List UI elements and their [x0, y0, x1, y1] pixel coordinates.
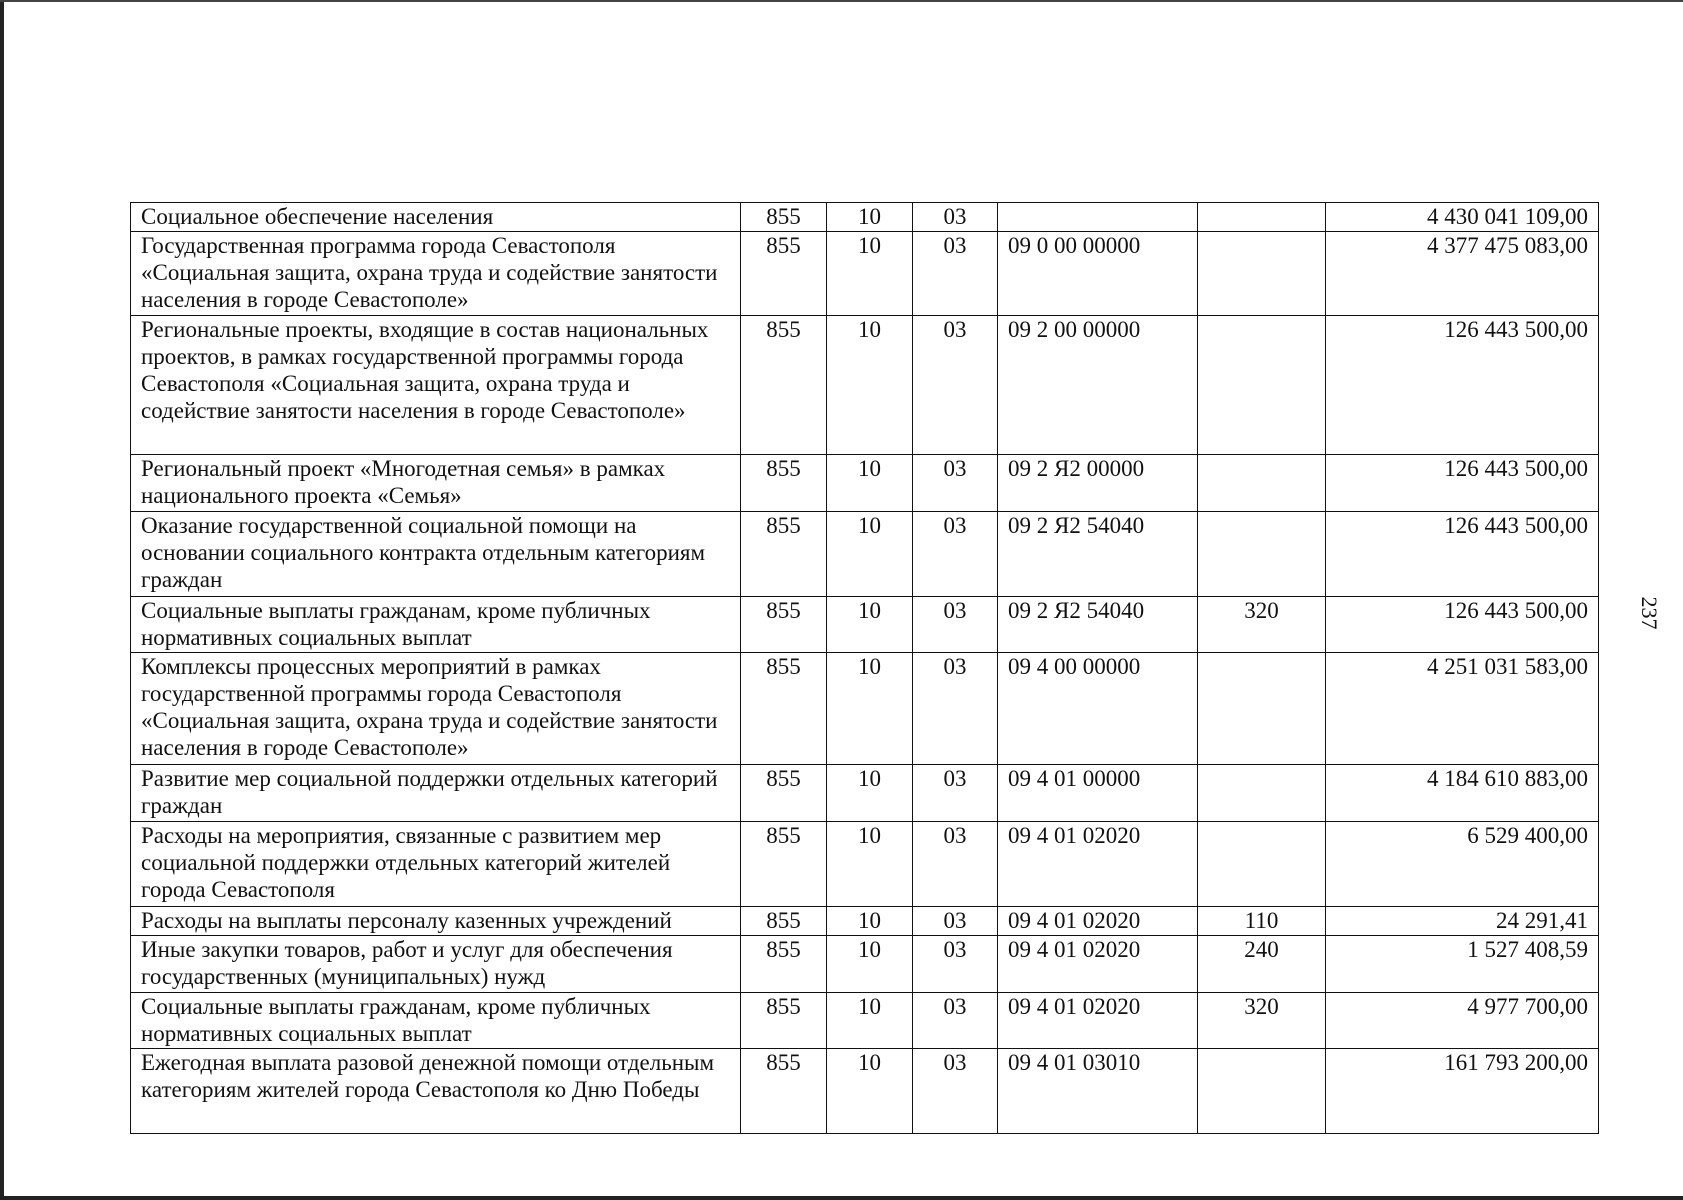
section-code-cell: 10 [827, 597, 913, 653]
row-name-cell: Иные закупки товаров, работ и услуг для обеспечения государственных (муниципальных) нужд [131, 936, 741, 993]
admin-code-cell: 855 [741, 597, 827, 653]
table-row [131, 597, 1599, 653]
amount-cell: 126 443 500,00 [1326, 455, 1599, 512]
table-row [131, 936, 1599, 993]
table-row [131, 765, 1599, 822]
section-code-cell: 10 [827, 653, 913, 765]
expense-type-cell [1198, 232, 1326, 316]
row-name-cell: Социальные выплаты гражданам, кроме публичных нормативных социальных выплат [131, 597, 741, 653]
row-name-cell: Региональный проект «Многодетная семья» в рамках национального проекта «Семья» [131, 455, 741, 512]
subsection-code-cell: 03 [913, 822, 998, 907]
scan-border-top [0, 0, 1683, 2]
amount-cell: 161 793 200,00 [1326, 1049, 1599, 1134]
section-code-cell: 10 [827, 512, 913, 597]
scan-border-bottom [0, 1196, 1683, 1200]
section-code-cell: 10 [827, 455, 913, 512]
section-code-cell: 10 [827, 822, 913, 907]
expense-type-cell: 320 [1198, 597, 1326, 653]
amount-cell: 4 251 031 583,00 [1326, 653, 1599, 765]
table-row [131, 203, 1599, 232]
expense-type-cell [1198, 203, 1326, 232]
admin-code-cell: 855 [741, 1049, 827, 1134]
section-code-cell: 10 [827, 316, 913, 455]
row-name-cell: Ежегодная выплата разовой денежной помощи отдельным категориям жителей города Севастополя ко Дню Победы [131, 1049, 741, 1134]
expense-type-cell: 240 [1198, 936, 1326, 993]
expense-type-cell [1198, 512, 1326, 597]
section-code-cell: 10 [827, 203, 913, 232]
target-article-cell: 09 4 01 03010 [998, 1049, 1198, 1134]
admin-code-cell: 855 [741, 512, 827, 597]
amount-cell: 4 377 475 083,00 [1326, 232, 1599, 316]
section-code-cell: 10 [827, 765, 913, 822]
row-name-cell: Развитие мер социальной поддержки отдельных категорий граждан [131, 765, 741, 822]
target-article-cell [998, 203, 1198, 232]
row-name-cell: Оказание государственной социальной помощи на основании социального контракта отдельным категориям граждан [131, 512, 741, 597]
table-row [131, 1049, 1599, 1134]
subsection-code-cell: 03 [913, 203, 998, 232]
admin-code-cell: 855 [741, 907, 827, 936]
section-code-cell: 10 [827, 907, 913, 936]
row-name-cell: Государственная программа города Севастополя «Социальная защита, охрана труда и содействие занятости населения в городе Севастополе» [131, 232, 741, 316]
admin-code-cell: 855 [741, 936, 827, 993]
amount-cell: 126 443 500,00 [1326, 316, 1599, 455]
amount-cell: 4 430 041 109,00 [1326, 203, 1599, 232]
subsection-code-cell: 03 [913, 597, 998, 653]
target-article-cell: 09 2 Я2 54040 [998, 597, 1198, 653]
table-row [131, 512, 1599, 597]
section-code-cell: 10 [827, 232, 913, 316]
target-article-cell: 09 4 01 02020 [998, 822, 1198, 907]
amount-cell: 126 443 500,00 [1326, 512, 1599, 597]
expense-type-cell [1198, 455, 1326, 512]
target-article-cell: 09 2 Я2 00000 [998, 455, 1198, 512]
target-article-cell: 09 2 00 00000 [998, 316, 1198, 455]
row-name-cell: Социальное обеспечение населения [131, 203, 741, 232]
budget-table [130, 202, 1599, 1134]
amount-cell: 1 527 408,59 [1326, 936, 1599, 993]
admin-code-cell: 855 [741, 203, 827, 232]
row-name-cell: Расходы на мероприятия, связанные с развитием мер социальной поддержки отдельных категорий жителей города Севастополя [131, 822, 741, 907]
amount-cell: 4 977 700,00 [1326, 993, 1599, 1049]
section-code-cell: 10 [827, 936, 913, 993]
table-row [131, 822, 1599, 907]
table-row [131, 907, 1599, 936]
subsection-code-cell: 03 [913, 653, 998, 765]
expense-type-cell [1198, 822, 1326, 907]
row-name-cell: Социальные выплаты гражданам, кроме публичных нормативных социальных выплат [131, 993, 741, 1049]
subsection-code-cell: 03 [913, 765, 998, 822]
target-article-cell: 09 4 01 02020 [998, 907, 1198, 936]
admin-code-cell: 855 [741, 232, 827, 316]
table-row [131, 232, 1599, 316]
section-code-cell: 10 [827, 993, 913, 1049]
admin-code-cell: 855 [741, 455, 827, 512]
expense-type-cell: 320 [1198, 993, 1326, 1049]
admin-code-cell: 855 [741, 653, 827, 765]
amount-cell: 6 529 400,00 [1326, 822, 1599, 907]
admin-code-cell: 855 [741, 822, 827, 907]
table-row [131, 993, 1599, 1049]
subsection-code-cell: 03 [913, 512, 998, 597]
amount-cell: 24 291,41 [1326, 907, 1599, 936]
row-name-cell: Региональные проекты, входящие в состав национальных проектов, в рамках государственной программы города Севастополя «Социальная защита, охрана труда и содействие занятости населения в городе Севастополе» [131, 316, 741, 455]
amount-cell: 4 184 610 883,00 [1326, 765, 1599, 822]
target-article-cell: 09 0 00 00000 [998, 232, 1198, 316]
target-article-cell: 09 4 00 00000 [998, 653, 1198, 765]
row-name-cell: Расходы на выплаты персоналу казенных учреждений [131, 907, 741, 936]
subsection-code-cell: 03 [913, 1049, 998, 1134]
expense-type-cell [1198, 765, 1326, 822]
target-article-cell: 09 4 01 02020 [998, 936, 1198, 993]
target-article-cell: 09 4 01 02020 [998, 993, 1198, 1049]
target-article-cell: 09 2 Я2 54040 [998, 512, 1198, 597]
subsection-code-cell: 03 [913, 936, 998, 993]
table-row [131, 455, 1599, 512]
subsection-code-cell: 03 [913, 316, 998, 455]
expense-type-cell [1198, 316, 1326, 455]
subsection-code-cell: 03 [913, 907, 998, 936]
admin-code-cell: 855 [741, 765, 827, 822]
subsection-code-cell: 03 [913, 232, 998, 316]
subsection-code-cell: 03 [913, 455, 998, 512]
table-row [131, 316, 1599, 455]
row-name-cell: Комплексы процессных мероприятий в рамках государственной программы города Севастополя «Социальная защита, охрана труда и содействие занятости населения в городе Севастополе» [131, 653, 741, 765]
admin-code-cell: 855 [741, 993, 827, 1049]
expense-type-cell [1198, 653, 1326, 765]
target-article-cell: 09 4 01 00000 [998, 765, 1198, 822]
expense-type-cell [1198, 1049, 1326, 1134]
table-row [131, 653, 1599, 765]
admin-code-cell: 855 [741, 316, 827, 455]
expense-type-cell: 110 [1198, 907, 1326, 936]
scan-border-left [0, 0, 4, 1200]
amount-cell: 126 443 500,00 [1326, 597, 1599, 653]
budget-table-body [131, 203, 1599, 1134]
section-code-cell: 10 [827, 1049, 913, 1134]
page-number: 237 [1637, 596, 1662, 630]
subsection-code-cell: 03 [913, 993, 998, 1049]
